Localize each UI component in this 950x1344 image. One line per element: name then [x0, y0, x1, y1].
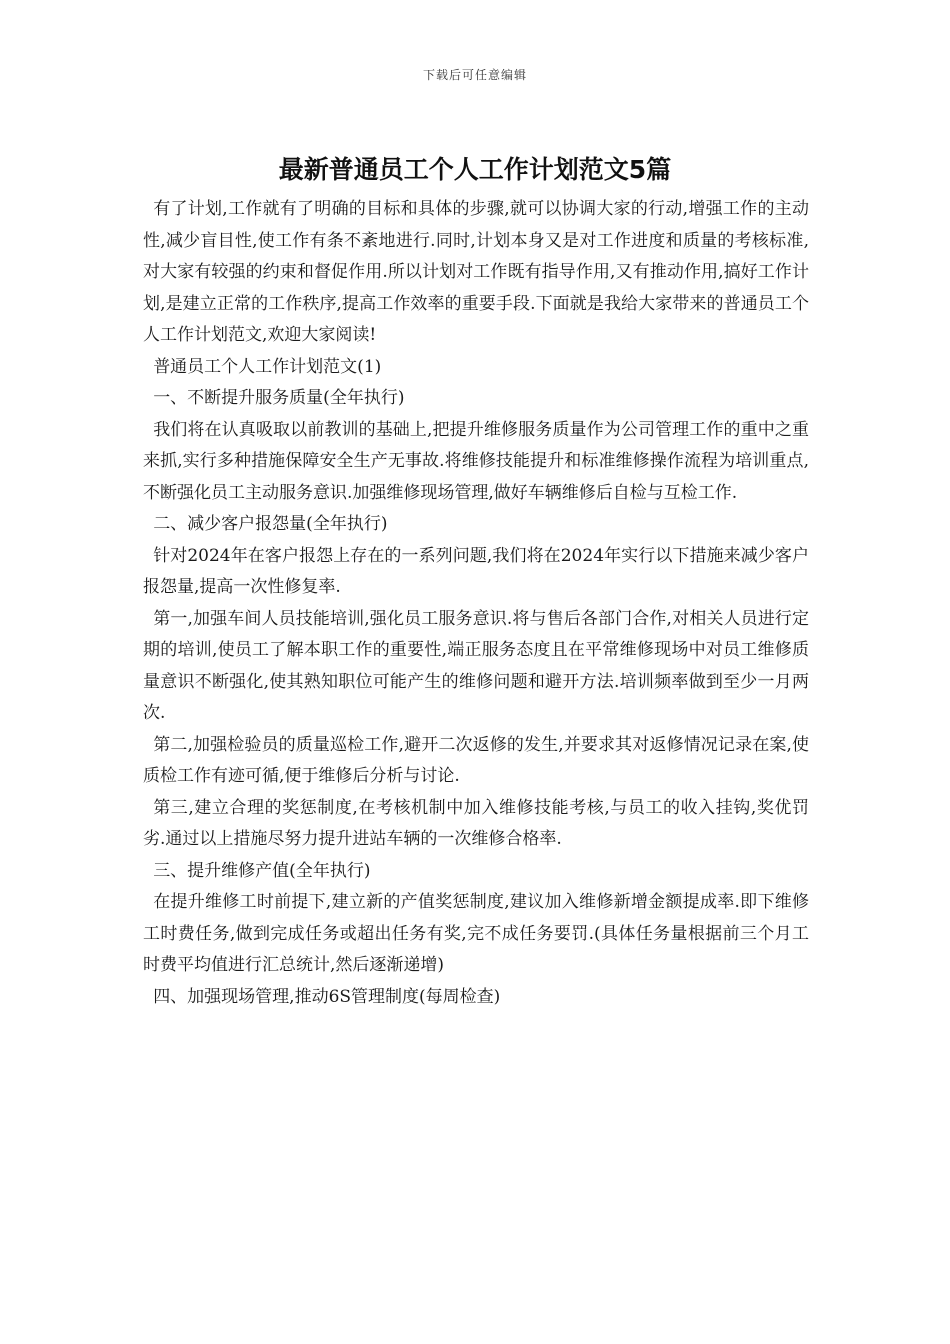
body-paragraph: 在提升维修工时前提下,建立新的产值奖惩制度,建议加入维修新增金额提成率.即下维修工时费任务,做到完成任务或超出任务有奖,完不成任务要罚.(具体任务量根据前三个月工时费平均值进行汇总统计,然后逐渐递增)	[143, 892, 809, 975]
document-title: 最新普通员工个人工作计划范文5篇	[278, 155, 672, 184]
body-paragraph: 针对2024年在客户报怨上存在的一系列问题,我们将在2024年实行以下措施来减少客户报怨量,提高一次性修复率.	[143, 545, 809, 597]
body-paragraph: 第三,建立合理的奖惩制度,在考核机制中加入维修技能考核,与员工的收入挂钩,奖优罚劣.通过以上措施尽努力提升进站车辆的一次维修合格率.	[143, 797, 809, 849]
subsection-heading: 四、加强现场管理,推动6S管理制度(每周检查)	[153, 986, 501, 1007]
intro-paragraph: 有了计划,工作就有了明确的目标和具体的步骤,就可以协调大家的行动,增强工作的主动性,减少盲目性,使工作有条不紊地进行.同时,计划本身又是对工作进度和质量的考核标准,对大家有较强的约束和督促作用.所以计划对工作既有指导作用,又有推动作用,搞好工作计划,是建立正常的工作秩序,提高工作效率的重要手段.下面就是我给大家带来的普通员工个人工作计划范文,欢迎大家阅读!	[143, 199, 809, 345]
body-paragraph: 第二,加强检验员的质量巡检工作,避开二次返修的发生,并要求其对返修情况记录在案,使质检工作有迹可循,便于维修后分析与讨论.	[143, 734, 809, 786]
subsection-heading: 二、减少客户报怨量(全年执行)	[153, 514, 388, 534]
body-paragraph: 我们将在认真吸取以前教训的基础上,把提升维修服务质量作为公司管理工作的重中之重来抓,实行多种措施保障安全生产无事故.将维修技能提升和标准维修操作流程为培训重点,不断强化员工主动服务意识.加强维修现场管理,做好车辆维修后自检与互检工作.	[143, 419, 809, 503]
subsection-heading: 一、不断提升服务质量(全年执行)	[153, 388, 405, 408]
document-body	[143, 194, 809, 1013]
body-paragraph: 第一,加强车间人员技能培训,强化员工服务意识.将与售后各部门合作,对相关人员进行定期的培训,使员工了解本职工作的重要性,端正服务态度且在平常维修现场中对员工维修质量意识不断强化,使其熟知职位可能产生的维修问题和避开方法.培训频率做到至少一月两次.	[143, 608, 809, 723]
subsection-heading: 三、提升维修产值(全年执行)	[153, 860, 371, 881]
section-heading: 普通员工个人工作计划范文(1)	[153, 356, 382, 377]
page-header-note: 下载后可任意编辑	[422, 68, 527, 82]
